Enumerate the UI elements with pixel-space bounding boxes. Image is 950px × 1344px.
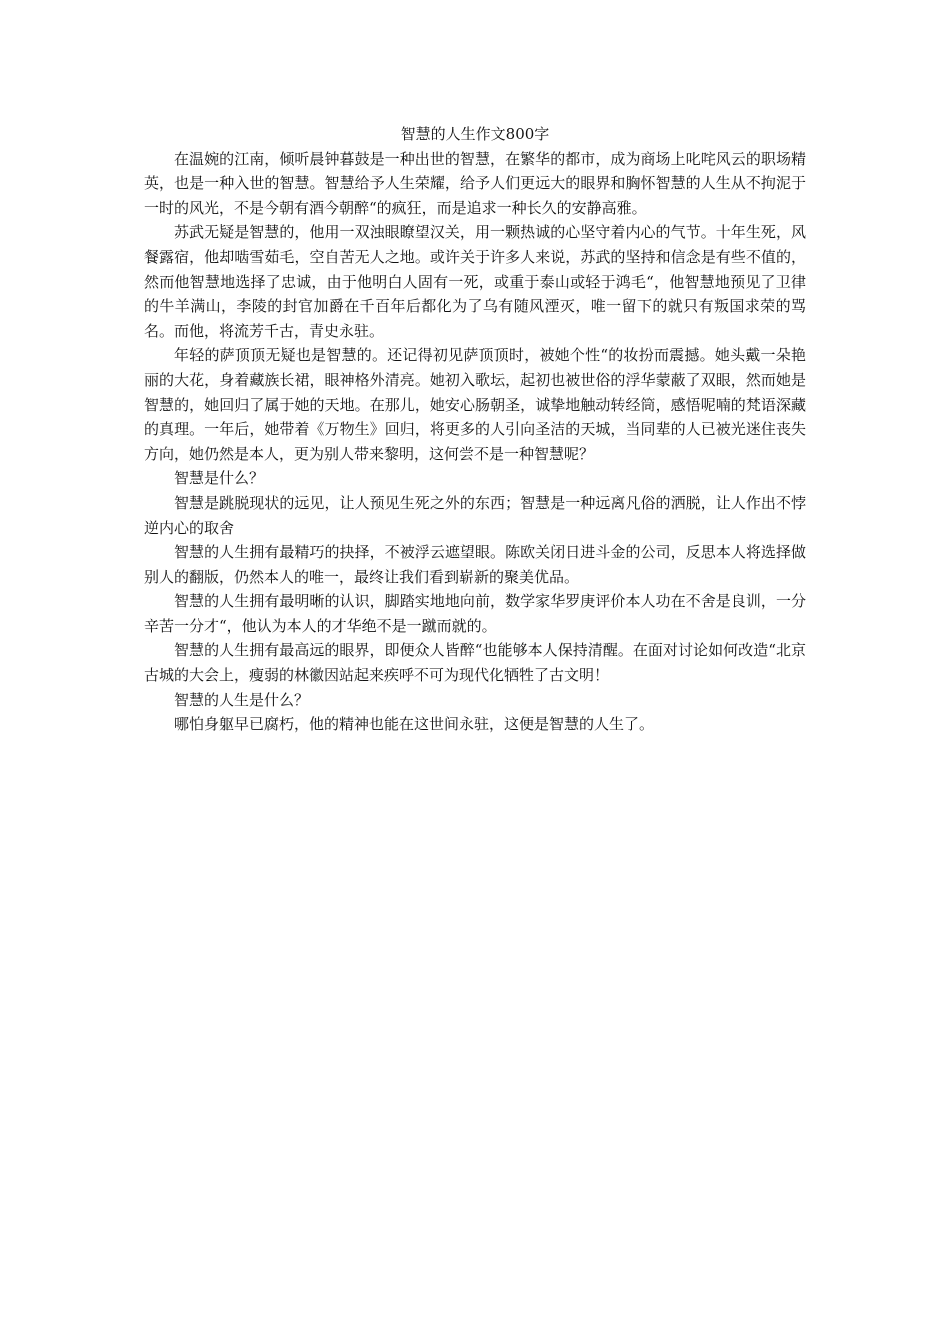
paragraph: 苏武无疑是智慧的，他用一双浊眼瞭望汉关，用一颗热诚的心坚守着内心的气节。十年生死，风餐露宿，他却啮雪茹毛，空自苦无人之地。或许关于许多人来说，苏武的坚持和信念是有些不值的，然而他智慧地选择了忠诚，由于他明白人固有一死，或重于泰山或轻于鸿毛“，他智慧地预见了卫律的牛羊满山，李陵的封官加爵在千百年后都化为了乌有随风湮灭，唯一留下的就只有叛国求荣的骂名。而他，将流芳千古，青史永驻。 — [144, 223, 806, 340]
paragraph: 智慧是什么？ — [174, 469, 265, 488]
paragraph: 年轻的萨顶顶无疑也是智慧的。还记得初见萨顶顶时，被她个性“的妆扮而震撼。她头戴一朵艳丽的大花，身着藏族长裙，眼神格外清亮。她初入歌坛，起初也被世俗的浮华蒙蔽了双眼，然而她是智慧的，她回归了属于她的天地。在那儿，她安心肠朝圣，诚挚地触动转经筒，感悟呢喃的梵语深藏的真理。一年后，她带着《万物生》回归，将更多的人引向圣洁的天城，当同辈的人已被光迷住丧失方向，她仍然是本人，更为别人带来黎明，这何尝不是一种智慧呢？ — [144, 346, 806, 463]
document-body — [144, 122, 806, 737]
paragraph: 智慧的人生拥有最高远的眼界，即便众人皆醉“也能够本人保持清醒。在面对讨论如何改造“北京古城的大会上，瘦弱的林徽因站起来疾呼不可为现代化牺牲了古文明！ — [144, 641, 806, 685]
paragraph: 智慧的人生拥有最明晰的认识，脚踏实地地向前，数学家华罗庚评价本人功在不舍是良训，一分辛苦一分才“，他认为本人的才华绝不是一蹴而就的。 — [144, 592, 806, 635]
paragraph: 智慧的人生是什么？ — [174, 690, 310, 709]
paragraph: 哪怕身躯早已腐朽，他的精神也能在这世间永驻，这便是智慧的人生了。 — [174, 715, 655, 734]
paragraph: 智慧是跳脱现状的远见，让人预见生死之外的东西；智慧是一种远离凡俗的洒脱，让人作出不悖逆内心的取舍 — [144, 493, 806, 537]
paragraph: 在温婉的江南，倾听晨钟暮鼓是一种出世的智慧，在繁华的都市，成为商场上叱咤风云的职场精英，也是一种入世的智慧。智慧给予人生荣耀，给予人们更远大的眼界和胸怀智慧的人生从不拘泥于一时的风光，不是今朝有酒今朝醉“的疯狂，而是追求一种长久的安静高雅。 — [144, 149, 806, 217]
document-title: 智慧的人生作文800字 — [400, 125, 550, 143]
paragraph: 智慧的人生拥有最精巧的抉择，不被浮云遮望眼。陈欧关闭日进斗金的公司，反思本人将选择做别人的翻版，仍然本人的唯一，最终让我们看到崭新的聚美优品。 — [144, 543, 806, 586]
